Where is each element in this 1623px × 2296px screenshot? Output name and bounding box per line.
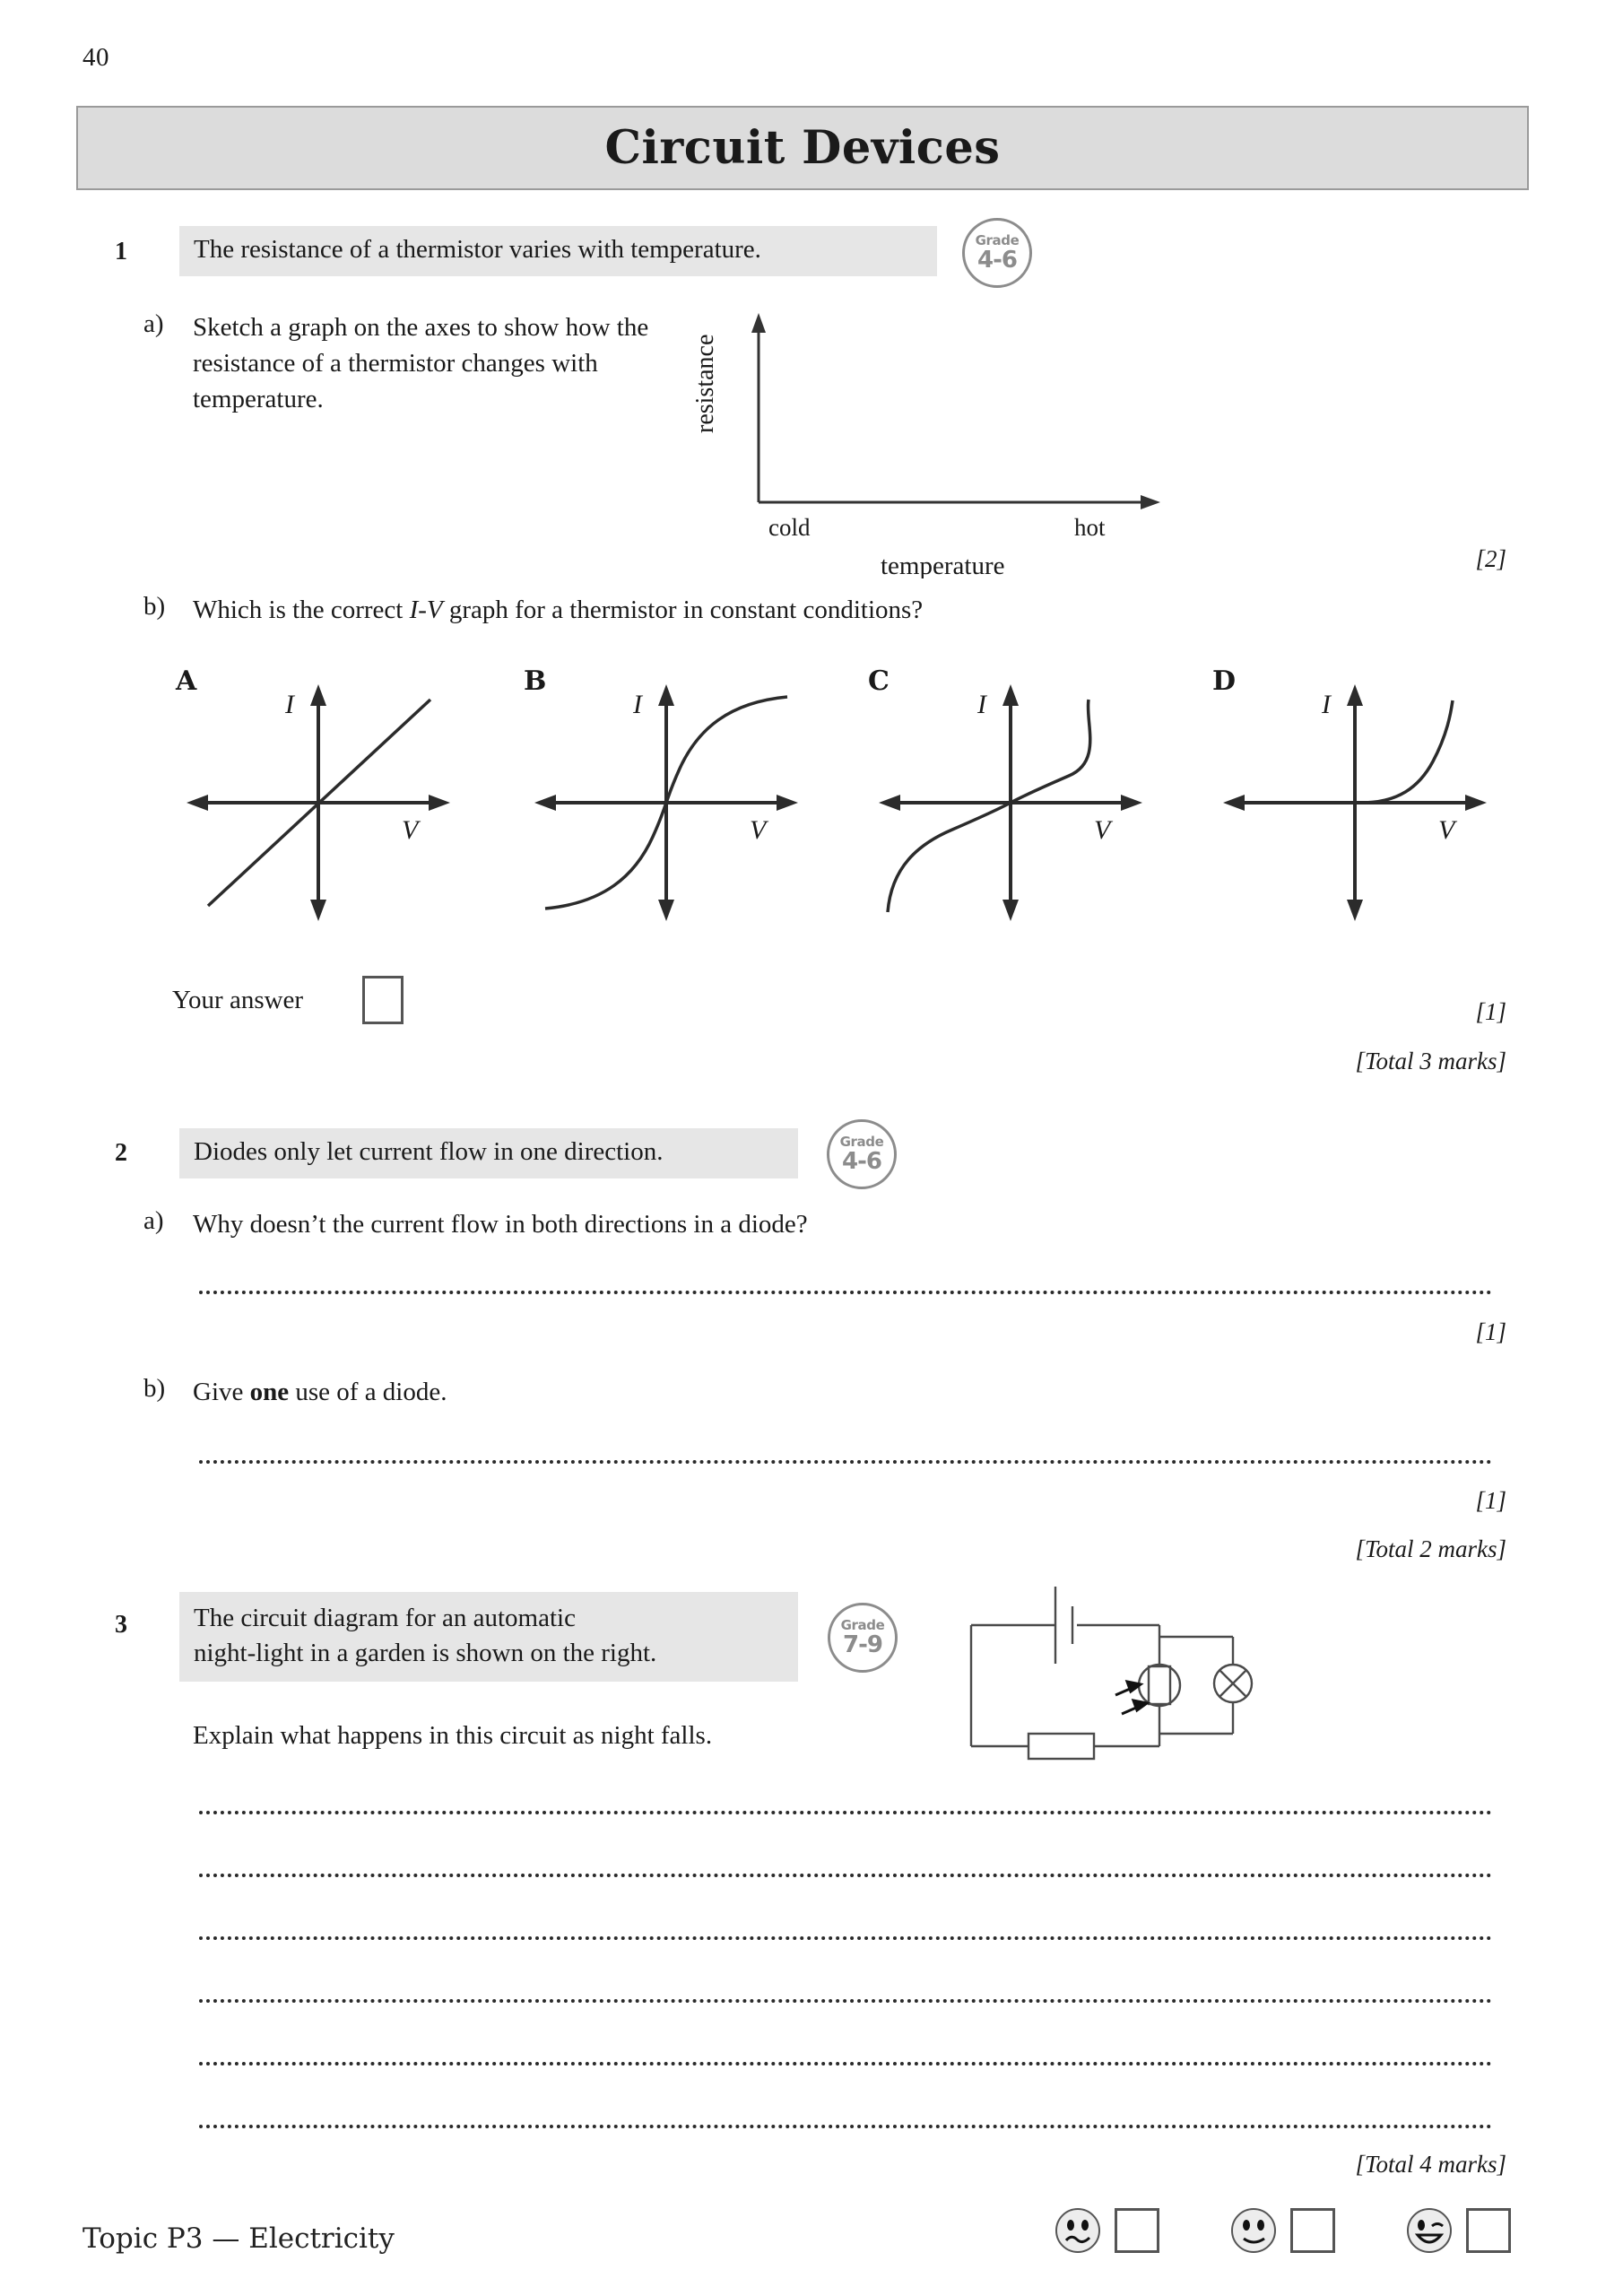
option-A-letter: A bbox=[176, 665, 197, 697]
grade-range: 4-6 bbox=[842, 1148, 881, 1175]
answer-line[interactable] bbox=[199, 1457, 1492, 1464]
page-title-banner bbox=[76, 106, 1529, 190]
confidence-face-row bbox=[1054, 2206, 1520, 2269]
question-1a-text: Sketch a graph on the axes to show how the resistance of a thermistor changes with temperature. bbox=[193, 313, 649, 414]
q2b-text-before: Give bbox=[193, 1378, 250, 1406]
option-C-y-label: I bbox=[977, 690, 986, 719]
question-2-total: [Total 2 marks] bbox=[1355, 1535, 1506, 1562]
answer-line[interactable] bbox=[199, 1933, 1492, 1940]
question-2a-mark: [1] bbox=[1475, 1318, 1506, 1345]
question-3-total: [Total 4 marks] bbox=[1355, 2151, 1506, 2178]
option-A-x-label: V bbox=[402, 815, 419, 845]
grade-word: Grade bbox=[975, 232, 1020, 248]
question-2a-text: Why doesn’t the current flow in both directions in a diode? bbox=[193, 1210, 808, 1239]
q1b-text-italic: I-V bbox=[409, 596, 443, 624]
x-axis-label: temperature bbox=[881, 552, 1005, 578]
footer-topic: Topic P3 — Electricity bbox=[82, 2222, 395, 2255]
question-3-instruction: Explain what happens in this circuit as night falls. bbox=[193, 1721, 713, 1750]
page-title: Circuit Devices bbox=[604, 121, 1001, 175]
option-D-letter: D bbox=[1212, 665, 1237, 697]
confidence-checkbox-unsure[interactable] bbox=[1115, 2208, 1159, 2253]
option-D-y-label: I bbox=[1322, 690, 1331, 719]
option-C-graph[interactable] bbox=[863, 668, 1159, 937]
option-D-graph[interactable] bbox=[1207, 668, 1503, 937]
grade-word: Grade bbox=[840, 1617, 885, 1633]
happy-wink-face-icon bbox=[1405, 2206, 1454, 2255]
option-B-graph[interactable] bbox=[518, 668, 814, 937]
answer-line[interactable] bbox=[199, 1996, 1492, 2003]
option-D-curve bbox=[1243, 700, 1453, 803]
question-3-number: 3 bbox=[115, 1611, 127, 1639]
question-1-number: 1 bbox=[115, 238, 127, 265]
q1b-text-after: graph for a thermistor in constant conditions? bbox=[442, 596, 924, 624]
confidence-option-neutral[interactable] bbox=[1229, 2206, 1335, 2255]
question-2b-text bbox=[193, 1374, 1089, 1410]
question-2b-label: b) bbox=[143, 1374, 166, 1403]
q1b-text-before: Which is the correct bbox=[193, 596, 410, 624]
grade-word: Grade bbox=[839, 1134, 884, 1150]
grade-range: 4-6 bbox=[977, 247, 1017, 274]
q2b-text-bold: one bbox=[249, 1378, 290, 1406]
question-2b-mark: [1] bbox=[1475, 1487, 1506, 1514]
question-1b-mark: [1] bbox=[1475, 998, 1506, 1025]
question-2a-label: a) bbox=[143, 1206, 164, 1235]
question-3-stem-line2: night-light in a garden is shown on the right. bbox=[194, 1639, 657, 1667]
option-C-letter: C bbox=[868, 665, 890, 697]
x-tick-cold: cold bbox=[768, 514, 811, 541]
option-B-x-label: V bbox=[750, 815, 767, 845]
y-axis-label: resistance bbox=[691, 334, 719, 433]
question-2-grade-stamp bbox=[827, 1119, 897, 1189]
confidence-checkbox-happy[interactable] bbox=[1466, 2208, 1511, 2253]
question-1a-mark: [2] bbox=[1475, 545, 1506, 572]
question-1-grade-stamp bbox=[962, 218, 1032, 288]
your-answer-box[interactable] bbox=[362, 976, 404, 1024]
option-A-y-label: I bbox=[285, 690, 294, 719]
answer-line[interactable] bbox=[199, 1287, 1492, 1294]
option-C-curve bbox=[888, 700, 1090, 912]
question-2-stem-box bbox=[179, 1128, 798, 1178]
option-C-x-label: V bbox=[1094, 815, 1111, 845]
question-1b-text bbox=[193, 592, 1179, 628]
question-1a-label: a) bbox=[143, 309, 164, 338]
confidence-option-happy[interactable] bbox=[1405, 2206, 1511, 2255]
page-number: 40 bbox=[82, 43, 109, 72]
question-2-stem: Diodes only let current flow in one direction. bbox=[194, 1137, 664, 1167]
answer-line[interactable] bbox=[199, 2058, 1492, 2066]
confidence-option-unsure[interactable] bbox=[1054, 2206, 1159, 2255]
your-answer-label: Your answer bbox=[172, 986, 304, 1014]
option-B-letter: B bbox=[524, 665, 547, 697]
question-1b-label: b) bbox=[143, 592, 166, 621]
option-A-graph[interactable] bbox=[170, 668, 466, 937]
x-tick-hot: hot bbox=[1074, 514, 1106, 541]
answer-line[interactable] bbox=[199, 1870, 1492, 1877]
question-3-grade-stamp bbox=[828, 1603, 898, 1673]
question-1-total: [Total 3 marks] bbox=[1355, 1048, 1506, 1074]
confidence-checkbox-neutral[interactable] bbox=[1290, 2208, 1335, 2253]
answer-line[interactable] bbox=[199, 1807, 1492, 1814]
q2b-text-after: use of a diode. bbox=[289, 1378, 447, 1406]
grade-range: 7-9 bbox=[843, 1631, 882, 1658]
question-1-stem-box bbox=[179, 226, 937, 276]
question-2-number: 2 bbox=[115, 1139, 127, 1167]
unsure-face-icon bbox=[1054, 2206, 1102, 2255]
thermistor-sketch-graph bbox=[681, 300, 1166, 578]
option-D-x-label: V bbox=[1438, 815, 1455, 845]
option-B-y-label: I bbox=[633, 690, 642, 719]
neutral-face-icon bbox=[1229, 2206, 1278, 2255]
question-3-stem-box bbox=[179, 1592, 798, 1682]
question-1-stem: The resistance of a thermistor varies with temperature. bbox=[194, 235, 761, 265]
answer-line[interactable] bbox=[199, 2121, 1492, 2128]
question-3-stem-line1: The circuit diagram for an automatic bbox=[194, 1603, 576, 1632]
